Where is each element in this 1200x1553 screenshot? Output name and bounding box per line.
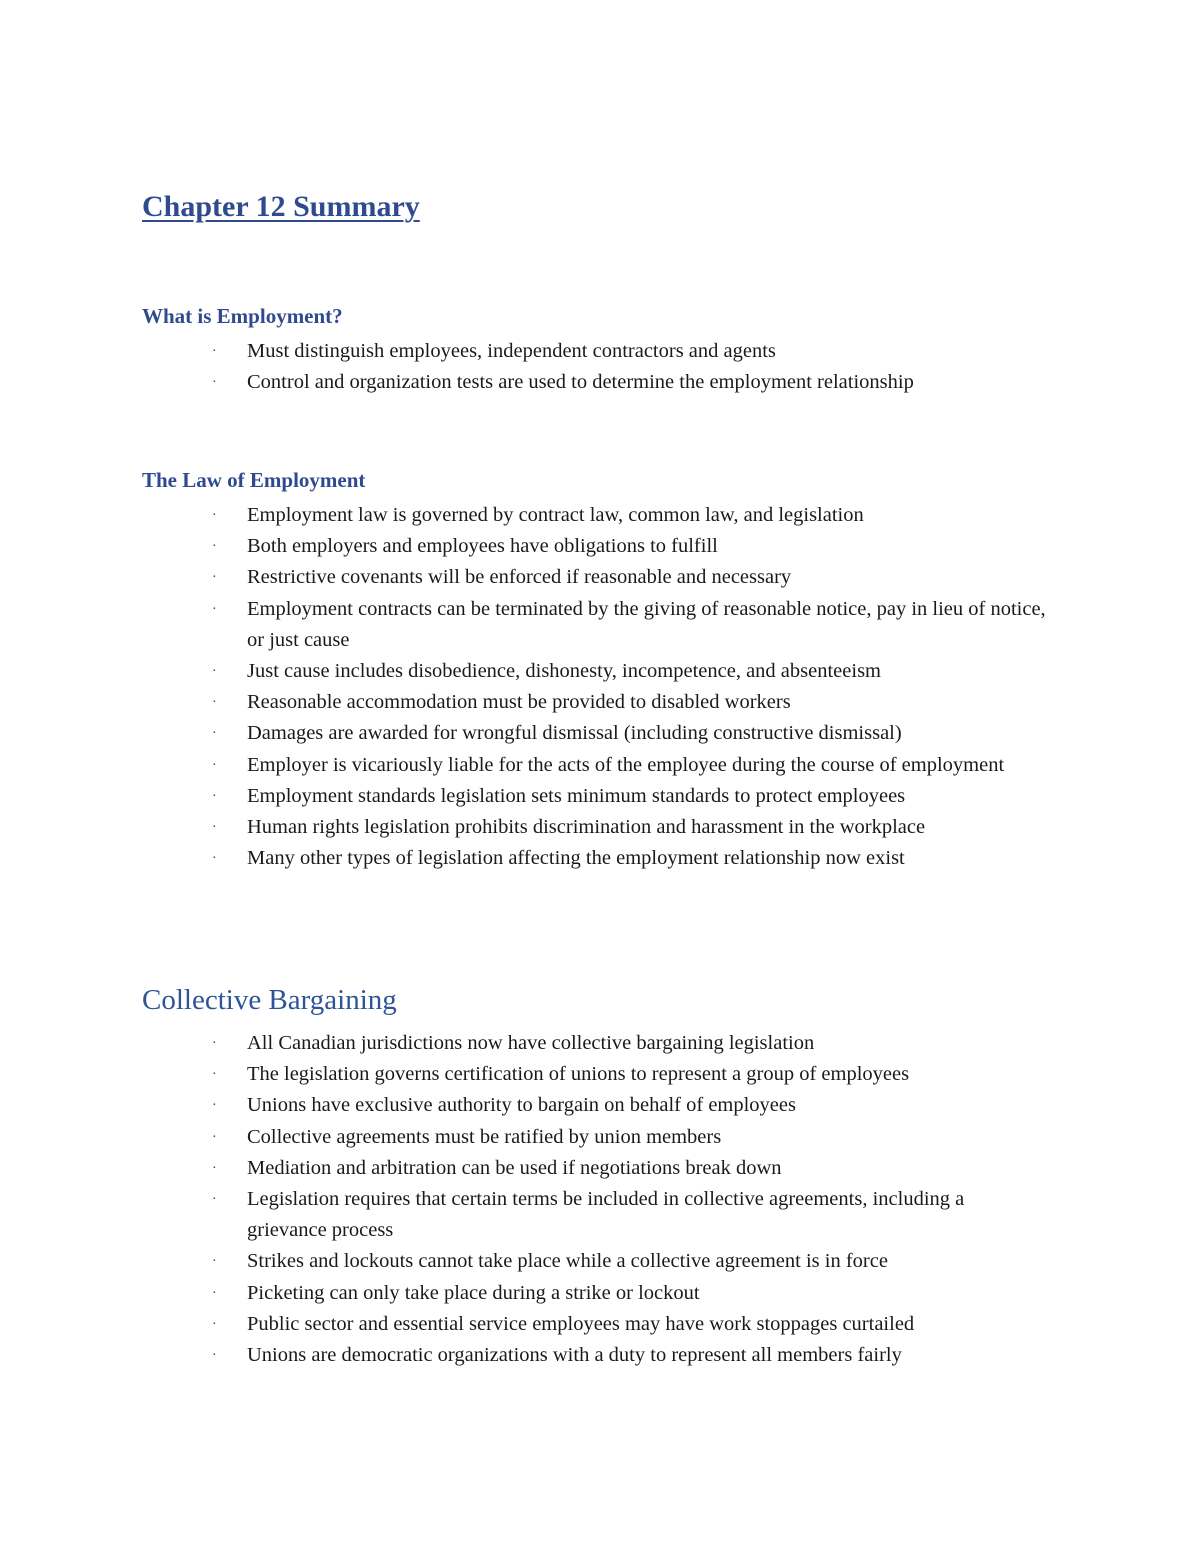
list-item	[0, 718, 1047, 749]
list-item-text: Damages are awarded for wrongful dismissal (including constructive dismissal)	[247, 722, 902, 745]
list-item	[0, 1278, 1047, 1309]
bullet-marker: ·	[212, 508, 217, 523]
list-item	[0, 531, 1047, 562]
bullet-marker: ·	[212, 788, 217, 804]
list-item-text: Restrictive covenants will be enforced if reasonable and necessary	[247, 566, 792, 589]
list-item	[0, 336, 1047, 367]
list-item-text: Collective agreements must be ratified by union members	[247, 1125, 722, 1148]
list-item-text: Human rights legislation prohibits discrimination and harassment in the workplace	[247, 816, 926, 839]
bullet-marker: ·	[212, 695, 217, 711]
bullet-marker: ·	[212, 1067, 217, 1083]
list-item-text: All Canadian jurisdictions now have collective bargaining legislation	[247, 1032, 815, 1054]
list-item-text: Unions are democratic organizations with a duty to represent all members fairly	[247, 1344, 902, 1367]
list-item-text: Public sector and essential service employees may have work stoppages curtailed	[247, 1312, 915, 1335]
bullet-marker: ·	[212, 757, 217, 773]
list-item	[0, 843, 1047, 874]
bullet-marker: ·	[212, 1098, 217, 1114]
list-item	[0, 1122, 1047, 1153]
bullet-marker: ·	[212, 1348, 217, 1364]
list-item	[0, 1090, 1047, 1121]
list-item	[0, 781, 1047, 812]
bullet-marker: ·	[212, 820, 217, 836]
list-item-text: Unions have exclusive authority to bargain on behalf of employees	[247, 1094, 796, 1117]
list-item	[0, 1184, 1047, 1246]
bullet-list-collective-bargaining	[0, 1028, 1047, 1371]
list-item-text: Employer is vicariously liable for the acts of the employee during the course of employment	[247, 753, 1005, 776]
list-item	[0, 1246, 1047, 1277]
section-heading-law-of-employment: The Law of Employment	[142, 468, 366, 492]
bullet-list-law-of-employment	[0, 500, 1047, 874]
list-item	[0, 562, 1047, 593]
list-item-text: Both employers and employees have obligations to fulfill	[247, 535, 718, 558]
list-item	[0, 812, 1047, 843]
list-item	[0, 500, 1047, 531]
bullet-marker: ·	[212, 1192, 217, 1208]
list-item	[0, 1059, 1047, 1090]
list-item-text: Control and organization tests are used to determine the employment relationship	[247, 371, 914, 394]
bullet-list-what-is-employment	[0, 336, 1047, 398]
list-item-text: Picketing can only take place during a strike or lockout	[247, 1281, 700, 1304]
list-item-text: Many other types of legislation affecting the employment relationship now exist	[247, 847, 905, 870]
page-title: Chapter 12 Summary	[142, 190, 420, 223]
list-item-text: The legislation governs certification of unions to represent a group of employees	[247, 1063, 910, 1086]
bullet-marker: ·	[212, 375, 217, 391]
bullet-marker: ·	[212, 1316, 217, 1332]
bullet-marker: ·	[212, 851, 217, 867]
list-item	[0, 1153, 1047, 1184]
bullet-marker: ·	[212, 1129, 217, 1145]
bullet-marker: ·	[212, 601, 217, 617]
bullet-marker: ·	[212, 1036, 217, 1051]
bullet-marker: ·	[212, 570, 217, 586]
list-item-text: Must distinguish employees, independent contractors and agents	[247, 340, 776, 362]
list-item	[0, 1028, 1047, 1059]
list-item-text: Strikes and lockouts cannot take place while a collective agreement is in force	[247, 1250, 888, 1273]
bullet-marker: ·	[212, 344, 217, 359]
list-item-text: Employment standards legislation sets minimum standards to protect employees	[247, 784, 906, 807]
section-heading-what-is-employment: What is Employment?	[142, 304, 343, 328]
list-item-text: Reasonable accommodation must be provided to disabled workers	[247, 691, 791, 714]
bullet-marker: ·	[212, 1254, 217, 1270]
list-item	[0, 656, 1047, 687]
list-item	[0, 687, 1047, 718]
list-item	[0, 1340, 1047, 1371]
bullet-marker: ·	[212, 1285, 217, 1301]
bullet-marker: ·	[212, 726, 217, 742]
list-item-text: Employment contracts can be terminated by the giving of reasonable notice, pay in lieu of notice, or just cause	[247, 597, 1046, 651]
list-item-text: Legislation requires that certain terms be included in collective agreements, including a grievance process	[247, 1188, 965, 1242]
bullet-marker: ·	[212, 1160, 217, 1176]
list-item-text: Just cause includes disobedience, dishonesty, incompetence, and absenteeism	[247, 660, 881, 683]
bullet-marker: ·	[212, 539, 217, 555]
list-item-text: Mediation and arbitration can be used if negotiations break down	[247, 1156, 782, 1179]
list-item	[0, 594, 1047, 656]
list-item-text: Employment law is governed by contract law, common law, and legislation	[247, 504, 864, 526]
bullet-marker: ·	[212, 664, 217, 680]
list-item	[0, 367, 1047, 398]
section-heading-collective-bargaining: Collective Bargaining	[142, 984, 397, 1016]
list-item	[0, 1309, 1047, 1340]
list-item	[0, 750, 1047, 781]
